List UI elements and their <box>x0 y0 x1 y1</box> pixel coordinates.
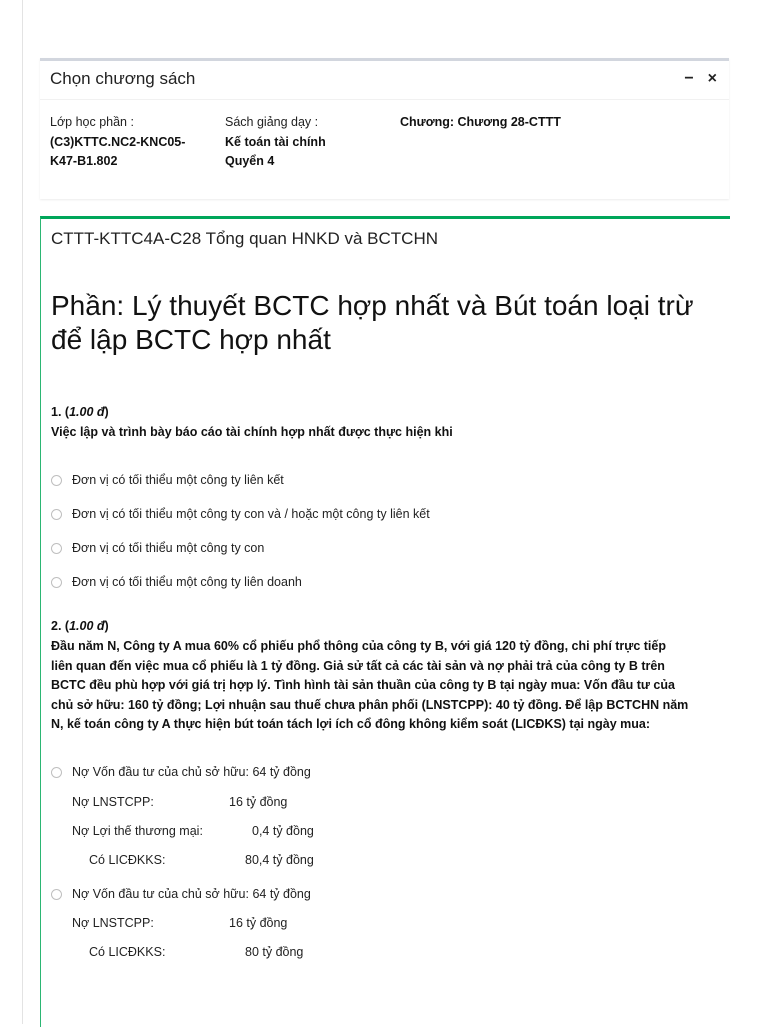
entry-amount: 80 tỷ đồng <box>245 945 304 959</box>
entry-amount: 0,4 tỷ đồng <box>252 824 314 838</box>
collapse-icon[interactable]: − <box>684 70 694 87</box>
answer-label: Nợ Vốn đầu tư của chủ sở hữu: 64 tỷ đồng <box>72 887 311 901</box>
answer-option[interactable] <box>51 887 311 901</box>
radio-button[interactable] <box>51 577 62 588</box>
course-value-line1: (C3)KTTC.NC2-KNC05- <box>50 134 186 149</box>
question-number: 2. <box>51 619 62 633</box>
panel-tools <box>684 70 717 88</box>
answer-option[interactable] <box>51 473 284 487</box>
question-number: 1. <box>51 405 62 419</box>
question-1-header: 1. (1.00 đ) <box>51 405 109 419</box>
question-text-line: chủ sở hữu: 160 tỷ đồng; Lợi nhuận sau thuế chưa phân phối (LNSTCPP): 40 tỷ đồng. Để lập BCTCHN năm <box>51 697 689 712</box>
question-text-line: BCTC đều phù hợp với giá trị hợp lý. Tình hình tài sản thuần của công ty B tại ngày mua: Vốn đầu tư của <box>51 678 675 692</box>
course-label: Lớp học phần : <box>50 115 134 129</box>
question-points: 1.00 đ <box>69 619 105 633</box>
radio-button[interactable] <box>51 543 62 554</box>
exam-panel <box>40 216 730 1027</box>
course-value-line2: K47-B1.802 <box>50 154 118 168</box>
close-icon[interactable]: × <box>707 70 717 87</box>
left-border-line <box>22 0 23 1024</box>
answer-option[interactable] <box>51 575 302 589</box>
entry-account: Có LICĐKKS: <box>89 945 166 959</box>
question-points: 1.00 đ <box>69 405 105 419</box>
panel-title: Chọn chương sách <box>50 69 196 88</box>
entry-account: Có LICĐKKS: <box>89 853 166 867</box>
radio-button[interactable] <box>51 767 62 778</box>
radio-button[interactable] <box>51 509 62 520</box>
question-text-line: Đầu năm N, Công ty A mua 60% cổ phiếu phổ thông của công ty B, với giá 120 tỷ đồng, chi phí trực tiếp <box>51 639 666 653</box>
book-info <box>225 113 385 172</box>
radio-button[interactable] <box>51 889 62 900</box>
section-title: Phần: Lý thuyết BCTC hợp nhất và Bút toán loại trừ để lập BCTC hợp nhất <box>51 290 694 355</box>
entry-amount: 80,4 tỷ đồng <box>245 853 314 867</box>
book-value-line2: Quyển 4 <box>225 154 275 168</box>
entry-amount: 16 tỷ đồng <box>229 795 288 809</box>
question-text-line: N, kế toán công ty A thực hiện bút toán tách lợi ích cổ đông không kiểm soát (LICĐKS) tại ngày mua: <box>51 717 650 731</box>
exam-code-title: CTTT-KTTC4A-C28 Tổng quan HNKD và BCTCHN <box>51 229 439 248</box>
answer-label: Đơn vị có tối thiểu một công ty liên doanh <box>72 575 302 589</box>
answer-option[interactable] <box>51 765 311 779</box>
question-2-header: 2. (1.00 đ) <box>51 619 109 633</box>
answer-label: Đơn vị có tối thiểu một công ty con và / hoặc một công ty liên kết <box>72 507 430 521</box>
book-label: Sách giảng dạy : <box>225 115 319 129</box>
book-value-line1: Kế toán tài chính <box>225 134 326 149</box>
panel-header <box>40 61 729 100</box>
question-2-text <box>51 637 721 735</box>
answer-label: Đơn vị có tối thiểu một công ty con <box>72 541 265 555</box>
question-text-line: liên quan đến việc mua cổ phiếu là 1 tỷ đồng. Giả sử tất cả các tài sản và nợ phải trả của công ty B trên <box>51 658 665 673</box>
entry-account: Nợ LNSTCPP: <box>72 795 154 809</box>
course-info <box>50 113 210 172</box>
answer-label: Đơn vị có tối thiểu một công ty liên kết <box>72 473 284 487</box>
entry-account: Nợ LNSTCPP: <box>72 916 154 930</box>
answer-option[interactable] <box>51 541 264 555</box>
chapter-info: Chương: Chương 28-CTTT <box>400 115 561 129</box>
answer-option[interactable] <box>51 507 430 521</box>
chapter-select-panel <box>40 58 729 199</box>
entry-amount: 16 tỷ đồng <box>229 916 288 930</box>
entry-account: Nợ Lợi thế thương mại: <box>72 824 203 838</box>
question-1-text: Việc lập và trình bày báo cáo tài chính hợp nhất được thực hiện khi <box>51 425 453 439</box>
radio-button[interactable] <box>51 475 62 486</box>
answer-label: Nợ Vốn đầu tư của chủ sở hữu: 64 tỷ đồng <box>72 765 311 779</box>
